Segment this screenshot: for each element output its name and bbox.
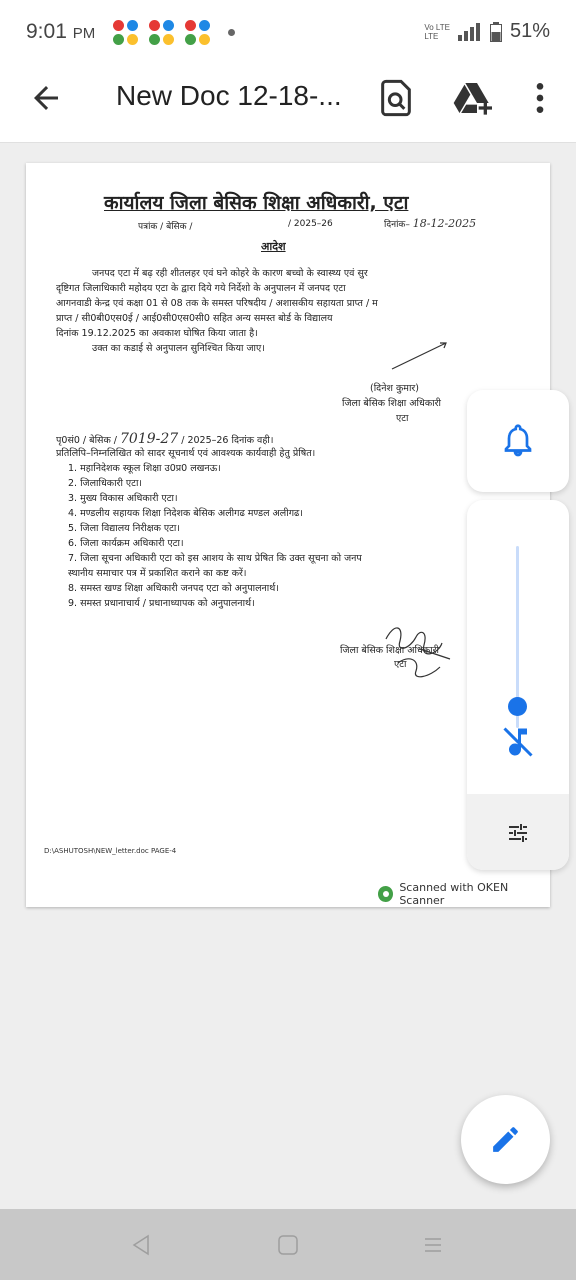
ref-number: पत्रांक / बेसिक /: [138, 222, 193, 232]
copy-list-item: 4. मण्डलीय सहायक शिक्षा निदेशक बेसिक अलीगढ मण्डल अलीगढ।: [68, 508, 304, 519]
ref-year: / 2025–26: [288, 219, 333, 229]
date-field: दिनांक– 18-12-2025: [384, 217, 477, 230]
pencil-edit-icon: [489, 1123, 522, 1156]
copy-ref: पृ0सं0 / बेसिक / 7019-27 / 2025–26 दिनांक वही।: [56, 431, 274, 447]
copy-list-item: 8. समस्त खण्ड शिक्षा अधिकारी जनपद एटा को अनुपालनार्थ।: [68, 583, 279, 594]
copy-list-item: स्थानीय समाचार पत्र में प्रकाशित कराने का कष्ट करें।: [68, 568, 247, 579]
volume-panel: [467, 500, 569, 870]
app-toolbar: [0, 66, 576, 143]
body-line: आगनवाडी केन्द्र एवं कक्षा 01 से 08 तक के समस्त परिषदीय / अशासकीय सहायता प्राप्त / म: [56, 298, 378, 309]
nav-recents-icon[interactable]: [422, 1234, 444, 1256]
order-title: आदेश: [261, 240, 286, 253]
bell-icon[interactable]: [500, 422, 536, 458]
ringer-panel: [467, 390, 569, 492]
battery-percent: 51%: [509, 20, 550, 42]
nav-back-icon[interactable]: [130, 1234, 152, 1256]
edit-fab-button[interactable]: [461, 1095, 550, 1184]
signatory-name: (दिनेश कुमार): [370, 383, 419, 394]
copy-list-item: 7. जिला सूचना अधिकारी एटा को इस आशय के साथ प्रेषित कि उक्त सूचना को जनप: [68, 553, 362, 564]
body-line: उक्त का कडाई से अनुपालन सुनिश्चित किया जाए।: [92, 343, 265, 354]
bottom-place: एटा: [394, 659, 407, 670]
app-notification-icon: [185, 20, 211, 46]
battery-icon: [490, 22, 502, 42]
bottom-signatory: जिला बेसिक शिक्षा अधिकारी: [340, 645, 439, 656]
signatory-title: जिला बेसिक शिक्षा अधिकारी: [342, 398, 441, 409]
document-search-icon[interactable]: [376, 78, 416, 118]
letter-header: कार्यालय जिला बेसिक शिक्षा अधिकारी, एटा: [104, 192, 409, 214]
app-notification-icon: [113, 20, 139, 46]
signature-stroke: [390, 339, 450, 373]
copy-intro: प्रतिलिपि–निम्नलिखित को सादर सूचनार्थ एवं आवश्यक कार्यवाही हेतु प्रेषित।: [56, 448, 316, 459]
body-line: प्राप्त / सी0बी0एस0ई / आई0सी0एस0सी0 सहित अन्य समस्त बोर्ड के विद्यालय: [56, 313, 333, 324]
status-time: 9:01 PM: [26, 20, 96, 43]
oken-logo-icon: [378, 886, 393, 902]
sliders-settings-icon[interactable]: [506, 821, 530, 845]
copy-list-item: 9. समस्त प्रधानाचार्य / प्रधानाध्यापक को अनुपालनार्थ।: [68, 598, 255, 609]
signal-icon: [458, 23, 482, 41]
google-drive-add-icon[interactable]: [452, 78, 492, 118]
system-status: [424, 20, 550, 43]
body-line: दिनांक 19.12.2025 का अवकाश घोषित किया जाता है।: [56, 328, 258, 339]
music-off-icon[interactable]: [500, 724, 536, 760]
arrow-left-icon[interactable]: [28, 80, 64, 116]
body-line: जनपद एटा में बढ़ रही शीतलहर एवं घने कोहरे के कारण बच्चो के स्वास्थ्य एवं सुर: [92, 268, 368, 279]
document-title: New Doc 12-18-...: [116, 80, 342, 111]
network-type-label: Vo LTE LTE: [424, 22, 450, 41]
body-line: दृष्टिगत जिलाधिकारी महोदय एटा के द्वारा दिये गये निर्देशो के अनुपालन में जनपद एटा: [56, 283, 346, 294]
copy-list-item: 6. जिला कार्यक्रम अधिकारी एटा।: [68, 538, 184, 549]
system-nav-bar: [0, 1209, 576, 1280]
copy-list-item: 5. जिला विद्यालय निरीक्षक एटा।: [68, 523, 180, 534]
signatory-place: एटा: [396, 413, 409, 424]
scanned-watermark: Scanned with OKEN Scanner: [378, 881, 550, 907]
app-notification-icon: [149, 20, 175, 46]
status-bar: [0, 0, 576, 66]
more-vert-icon[interactable]: [520, 78, 560, 118]
notification-icons: [113, 20, 211, 46]
volume-slider-thumb[interactable]: [508, 697, 527, 716]
nav-home-icon[interactable]: [277, 1234, 299, 1256]
file-path: D:\ASHUTOSH\NEW_letter.doc PAGE-4: [44, 847, 177, 855]
copy-list-item: 2. जिलाधिकारी एटा।: [68, 478, 143, 489]
handwritten-signature: [380, 619, 454, 685]
copy-list-item: 3. मुख्य विकास अधिकारी एटा।: [68, 493, 178, 504]
volume-settings-area: [467, 794, 569, 870]
copy-list-item: 1. महानिदेशक स्कूल शिक्षा उ0प्र0 लखनऊ।: [68, 463, 221, 474]
more-notifications-dot-icon: [228, 29, 235, 36]
